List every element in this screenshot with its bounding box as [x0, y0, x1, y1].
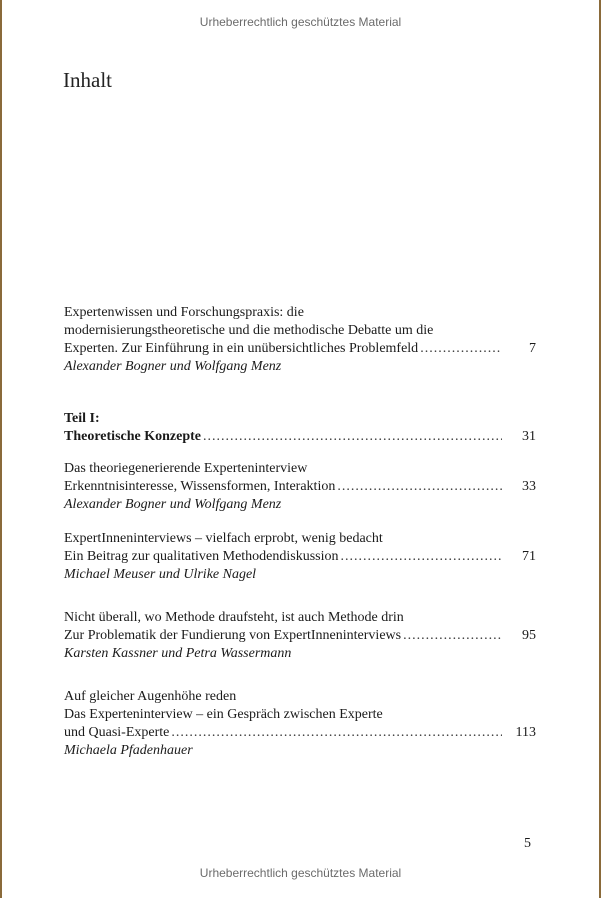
toc-entry[interactable]: [64, 530, 536, 584]
dot-leader: [171, 724, 502, 742]
toc-author: Karsten Kassner und Petra Wassermann: [64, 646, 292, 661]
toc-author: Alexander Bogner und Wolfgang Menz: [64, 497, 282, 512]
toc-part-entry[interactable]: [64, 410, 536, 446]
page-number: 5: [524, 836, 531, 851]
toc-page-number: 95: [522, 628, 536, 643]
page-heading: Inhalt: [63, 68, 112, 92]
toc-entry[interactable]: [64, 304, 536, 376]
toc-line: Das theoriegenerierende Experteninterview: [64, 461, 308, 476]
dot-leader: [203, 428, 502, 446]
toc-page-number: 71: [522, 549, 536, 564]
toc-line: Teil I:: [64, 411, 100, 426]
toc-page-number: 7: [529, 341, 536, 356]
toc-line: Experten. Zur Einführung in ein unübersichtliches Problemfeld ..... 7: [64, 340, 536, 358]
toc-line: Das Experteninterview – ein Gespräch zwischen Experte: [64, 707, 383, 722]
watermark-bottom: Urheberrechtlich geschütztes Material: [199, 866, 402, 880]
toc-entry[interactable]: [64, 609, 536, 663]
toc-entry[interactable]: [64, 688, 536, 760]
toc-page-number: 33: [522, 479, 536, 494]
toc-line: und Quasi-Experte ..... 113: [64, 724, 536, 742]
toc-line: Erkenntnisinteresse, Wissensformen, Interaktion ..... 33: [64, 478, 536, 496]
toc-line: Expertenwissen und Forschungspraxis: die: [64, 305, 304, 320]
toc-line: Nicht überall, wo Methode draufsteht, ist auch Methode drin: [64, 610, 404, 625]
dot-leader: [420, 340, 502, 358]
toc-author: Alexander Bogner und Wolfgang Menz: [64, 359, 282, 374]
toc-line: ExpertInneninterviews – vielfach erprobt, wenig bedacht: [64, 531, 383, 546]
toc-line: modernisierungstheoretische und die methodische Debatte um die: [64, 323, 434, 338]
dot-leader: [341, 548, 502, 566]
toc-line: Zur Problematik der Fundierung von ExpertInneninterviews ..... 95: [64, 627, 536, 645]
toc-line: Ein Beitrag zur qualitativen Methodendiskussion ..... 71: [64, 548, 536, 566]
dot-leader: [403, 627, 502, 645]
toc-entry[interactable]: [64, 460, 536, 514]
toc-line: Theoretische Konzepte ..... 31: [64, 428, 536, 446]
toc-line: Auf gleicher Augenhöhe reden: [64, 689, 237, 704]
toc-page-number: 31: [522, 429, 536, 444]
toc-author: Michaela Pfadenhauer: [64, 743, 193, 758]
dot-leader: [337, 478, 502, 496]
toc-author: Michael Meuser und Ulrike Nagel: [64, 567, 257, 582]
watermark-top: Urheberrechtlich geschütztes Material: [199, 15, 402, 29]
toc-page-number: 113: [515, 725, 536, 740]
